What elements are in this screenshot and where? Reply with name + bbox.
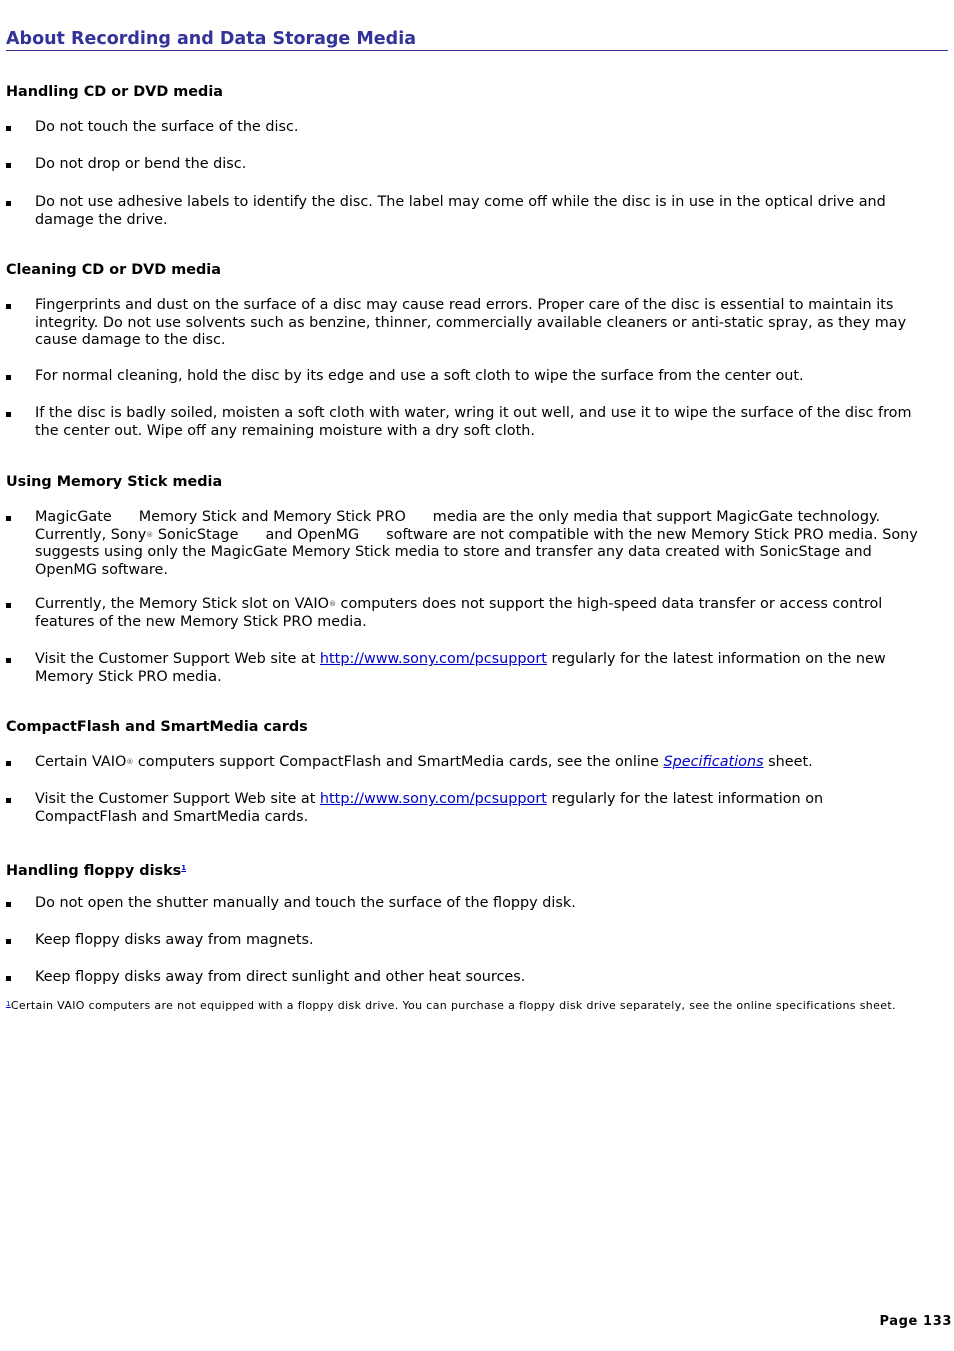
list-item-text: Keep floppy disks away from direct sunlight and other heat sources.: [35, 969, 526, 985]
list-item-text: Visit the Customer Support Web site at http://www.sony.com/pcsupport regularly for the latest information on CompactFlash and SmartMedia cards.: [35, 791, 824, 825]
list-item: [6, 932, 926, 950]
list-item-text: If the disc is badly soiled, moisten a soft cloth with water, wring it out well, and use it to wipe the surface of the disc from the center out. Wipe off any remaining moisture with a dry soft cloth.: [35, 405, 912, 439]
page-number: Page 133: [879, 1314, 952, 1329]
section-heading-floppy: Handling floppy disks$^1$: [6, 863, 187, 879]
list-item-text: Certain VAIO® computers support CompactFlash and SmartMedia cards, see the online Specifications sheet.: [35, 754, 813, 770]
bullet-icon: [6, 976, 11, 981]
footnote-marker: 1: [6, 1000, 11, 1008]
list-item: [6, 895, 926, 913]
list-item: [6, 651, 926, 686]
list-item: [6, 194, 926, 229]
list-item-text: Do not drop or bend the disc.: [35, 156, 247, 172]
bullet-icon: [6, 516, 11, 521]
bullet-icon: [6, 126, 11, 131]
bullet-icon: [6, 603, 11, 608]
list-item: [6, 791, 926, 826]
section-heading-cards: CompactFlash and SmartMedia cards: [6, 719, 308, 735]
bullet-icon: [6, 658, 11, 663]
list-item-text: Do not open the shutter manually and touch the surface of the floppy disk.: [35, 895, 576, 911]
bullet-icon: [6, 163, 11, 168]
footnote-link[interactable]: 1: [181, 864, 187, 872]
bullet-icon: [6, 375, 11, 380]
list-item: [6, 969, 926, 987]
pcsupport-link[interactable]: http://www.sony.com/pcsupport: [319, 791, 547, 807]
bullet-icon: [6, 798, 11, 803]
footnote: [6, 997, 896, 1013]
registered-mark: ®: [328, 600, 336, 608]
list-item-text: Do not touch the surface of the disc.: [35, 119, 299, 135]
pcsupport-link[interactable]: http://www.sony.com/pcsupport: [319, 651, 547, 667]
list-item: [6, 405, 926, 440]
list-item-text: Fingerprints and dust on the surface of a disc may cause read errors. Proper care of the disc is essential to maintain its integrity. Do not use solvents such as benzine, thinner, commercially available cleaners or anti-static spray, as they may cause damage to the disc.: [35, 297, 907, 349]
section-heading-cd-cleaning: Cleaning CD or DVD media: [6, 262, 221, 278]
bullet-icon: [6, 201, 11, 206]
list-item: [6, 509, 926, 579]
list-item-text: MagicGate Memory Stick and Memory Stick PRO media are the only media that support MagicGate technology. Currently, Sony® SonicStage and OpenMG software are not compatible with the new Memory Stick PRO media. Sony suggests using only the MagicGate Memory Stick media to store and transfer any data created with SonicStage and OpenMG software.: [35, 509, 918, 578]
list-item-text: Keep floppy disks away from magnets.: [35, 932, 314, 948]
bullet-icon: [6, 939, 11, 944]
page-title: About Recording and Data Storage Media: [6, 29, 948, 51]
list-item: [6, 297, 926, 350]
registered-mark: ®: [146, 530, 154, 539]
list-item: [6, 119, 926, 137]
bullet-icon: [6, 902, 11, 907]
registered-mark: ®: [126, 758, 134, 766]
bullet-icon: [6, 412, 11, 417]
list-item-text: Visit the Customer Support Web site at http://www.sony.com/pcsupport regularly for the latest information on the new Memory Stick PRO media.: [35, 651, 886, 685]
bullet-icon: [6, 304, 11, 309]
specifications-link[interactable]: Specifications: [663, 754, 764, 770]
list-item: [6, 754, 926, 772]
list-item: [6, 368, 926, 386]
footnote-text: Certain VAIO computers are not equipped with a floppy disk drive. You can purchase a floppy disk drive separately, see the online specifications sheet.: [10, 999, 896, 1012]
list-item: [6, 596, 926, 631]
list-item-text: For normal cleaning, hold the disc by its edge and use a soft cloth to wipe the surface from the center out.: [35, 368, 804, 384]
section-heading-memory-stick: Using Memory Stick media: [6, 474, 223, 490]
list-item: [6, 156, 926, 174]
list-item-text: Currently, the Memory Stick slot on VAIO® computers does not support the high-speed data transfer or access control features of the new Memory Stick PRO media.: [35, 596, 883, 630]
bullet-icon: [6, 761, 11, 766]
section-heading-cd-handling: Handling CD or DVD media: [6, 84, 223, 100]
list-item-text: Do not use adhesive labels to identify the disc. The label may come off while the disc is in use in the optical drive and damage the drive.: [35, 194, 886, 228]
